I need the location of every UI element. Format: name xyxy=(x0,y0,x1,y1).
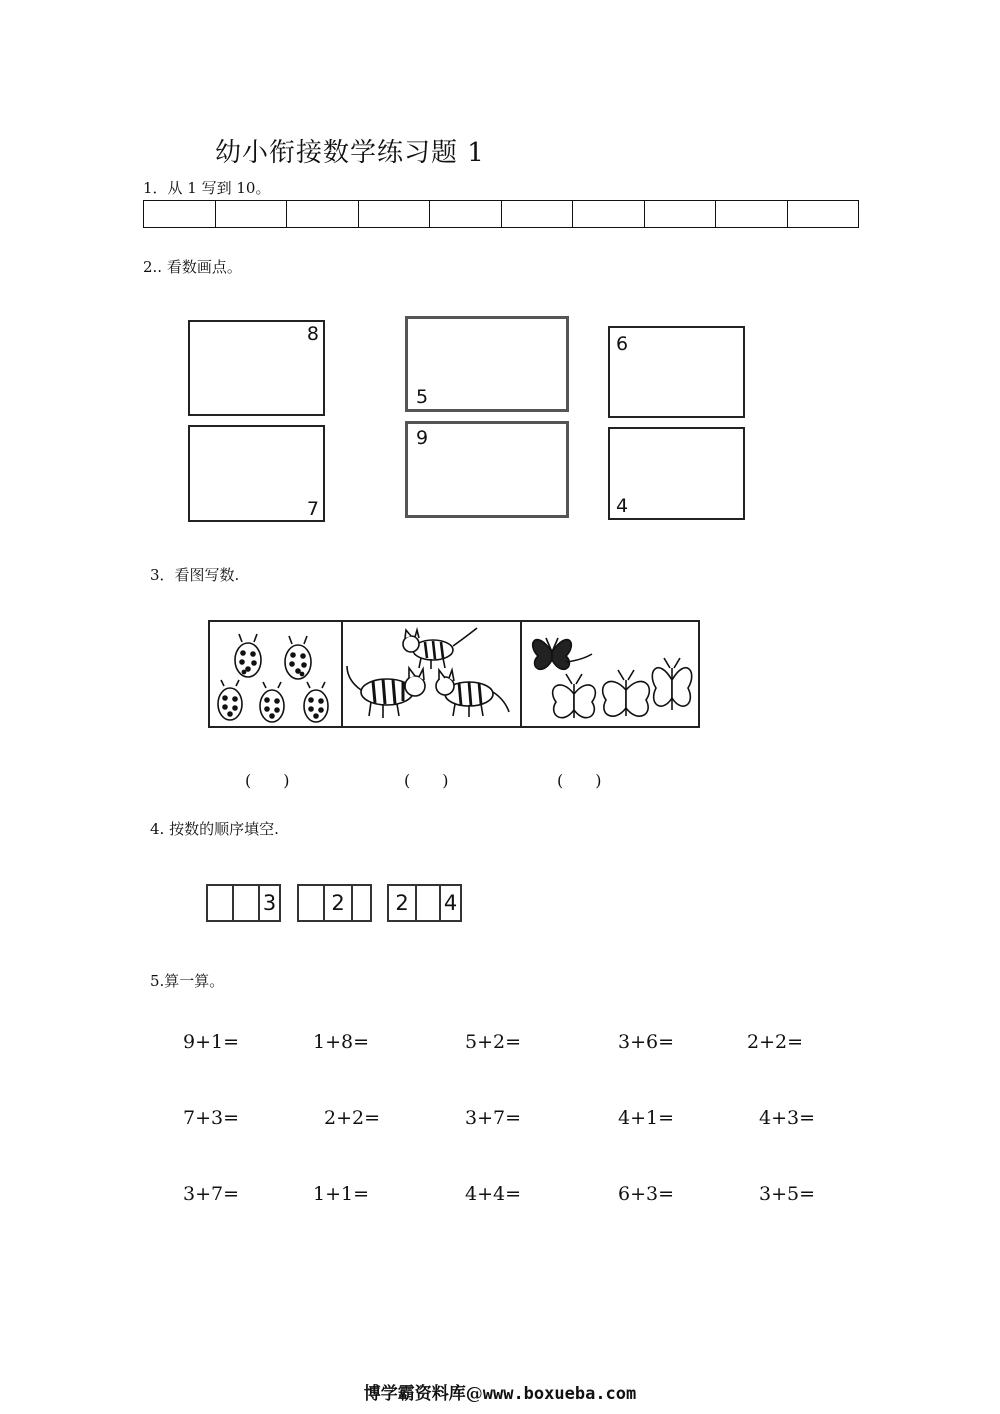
ladybug-drawing xyxy=(210,622,340,726)
sequence-cell[interactable]: 4 xyxy=(443,891,458,915)
dot-box-4[interactable] xyxy=(608,427,745,520)
q3-answer-blank[interactable]: ( ) xyxy=(404,771,449,790)
footer-site-name: 博学霸资料库@ xyxy=(363,1384,483,1404)
sequence-cell[interactable] xyxy=(417,886,441,920)
q1-cell[interactable] xyxy=(645,201,717,227)
equation: 9+1= xyxy=(183,1031,240,1053)
equation: 2+2= xyxy=(747,1031,804,1053)
q1-cell[interactable] xyxy=(216,201,288,227)
equation: 2+2= xyxy=(324,1107,381,1129)
equation: 4+1= xyxy=(618,1107,675,1129)
equation: 1+8= xyxy=(313,1031,370,1053)
dot-box-7[interactable] xyxy=(188,425,325,522)
q1-cell[interactable] xyxy=(144,201,216,227)
dot-box-number: 6 xyxy=(616,333,629,355)
equation: 5+2= xyxy=(465,1031,522,1053)
dot-box-number: 7 xyxy=(306,498,319,520)
q3-label: 3．看图写数. xyxy=(150,566,240,584)
sequence-cell[interactable]: 3 xyxy=(262,891,277,915)
q1-cell[interactable] xyxy=(287,201,359,227)
sequence-cell[interactable] xyxy=(299,886,325,920)
q1-cell[interactable] xyxy=(359,201,431,227)
dot-box-5[interactable] xyxy=(405,316,569,412)
dot-box-6[interactable] xyxy=(608,326,745,418)
q1-cell[interactable] xyxy=(430,201,502,227)
sequence-cell[interactable] xyxy=(208,886,234,920)
page-title: 幼小衔接数学练习题 1 xyxy=(215,138,485,168)
q2-label: 2.. 看数画点。 xyxy=(143,258,242,276)
sequence-box xyxy=(387,884,462,922)
sequence-cell[interactable]: 2 xyxy=(389,886,417,920)
q3-picture-strip xyxy=(208,620,700,728)
equation: 7+3= xyxy=(183,1107,240,1129)
equation: 4+3= xyxy=(759,1107,816,1129)
dot-box-9[interactable] xyxy=(405,421,569,518)
equation: 3+7= xyxy=(183,1183,240,1205)
q5-label: 5.算一算。 xyxy=(150,972,225,990)
q1-cell[interactable] xyxy=(788,201,859,227)
q1-writing-grid xyxy=(143,200,859,228)
equation: 3+6= xyxy=(618,1031,675,1053)
dot-box-number: 5 xyxy=(416,386,429,408)
dot-box-8[interactable] xyxy=(188,320,325,416)
q1-label: 1．从 1 写到 10。 xyxy=(143,179,271,197)
dot-box-number: 4 xyxy=(616,495,629,517)
equation: 6+3= xyxy=(618,1183,675,1205)
dot-box-number: 9 xyxy=(416,427,429,449)
q3-answer-blank[interactable]: ( ) xyxy=(245,771,290,790)
sequence-cell[interactable] xyxy=(353,886,370,920)
q3-answer-blank[interactable]: ( ) xyxy=(557,771,602,790)
butterfly-panel xyxy=(522,622,698,726)
sequence-cell[interactable] xyxy=(234,886,260,920)
footer-watermark xyxy=(0,1379,1000,1404)
ladybug-panel xyxy=(210,622,343,726)
sequence-cell[interactable]: 2 xyxy=(325,886,353,920)
sequence-box xyxy=(297,884,372,922)
q1-cell[interactable] xyxy=(502,201,574,227)
sequence-box xyxy=(206,884,281,922)
q4-label: 4. 按数的顺序填空. xyxy=(150,820,279,838)
q1-cell[interactable] xyxy=(716,201,788,227)
q1-cell[interactable] xyxy=(573,201,645,227)
equation: 4+4= xyxy=(465,1183,522,1205)
footer-url: www.boxueba.com xyxy=(482,1384,637,1404)
cat-panel xyxy=(343,622,522,726)
equation: 3+7= xyxy=(465,1107,522,1129)
equation: 3+5= xyxy=(759,1183,816,1205)
dot-box-number: 8 xyxy=(306,323,319,345)
equation: 1+1= xyxy=(313,1183,370,1205)
butterfly-drawing xyxy=(522,622,698,726)
cat-drawing xyxy=(343,622,519,726)
